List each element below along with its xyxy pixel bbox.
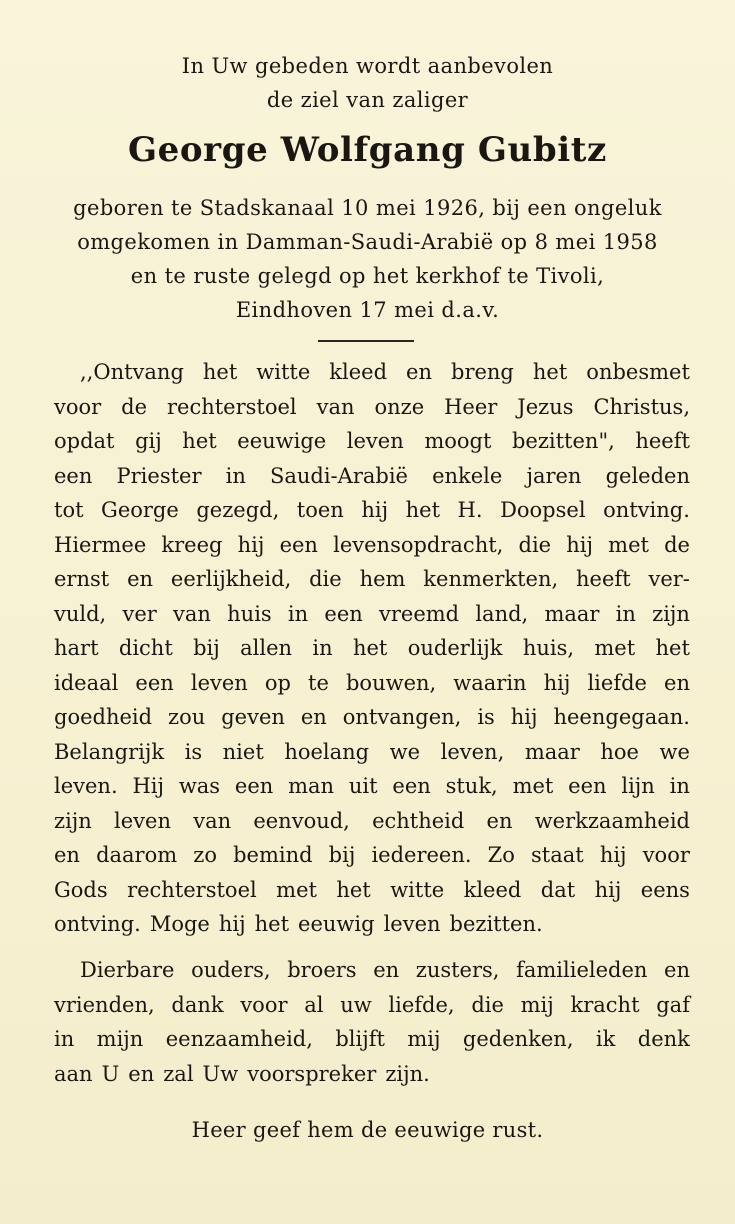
intro-line-2: de ziel van zaliger (266, 88, 469, 112)
text-line: een Priester in Saudi-Arabië enkele jaren geleden (54, 463, 690, 488)
text-line: voor de rechterstoel van onze Heer Jezus Christus, (54, 394, 690, 419)
text-line: Belangrijk is niet hoelang we leven, maar hoe we (54, 739, 690, 764)
text-line: aan U en zal Uw voorspreker zijn. (54, 1061, 430, 1086)
closing-line: Heer geef hem de eeuwige rust. (191, 1118, 544, 1142)
text-line: opdat gij het eeuwige leven moogt bezitten", heeft (54, 429, 690, 453)
text-line: goedheid zou geven en ontvangen, is hij heengegaan. (54, 705, 690, 729)
text-line: zijn leven van eenvoud, echtheid en werkzaamheid (54, 808, 690, 833)
text-line: Hiermee kreeg hij een levensopdracht, die hij met de (54, 532, 690, 557)
details-line: omgekomen in Damman-Saudi-Arabië op 8 mei 1958 (77, 230, 658, 254)
text-line: ernst en eerlijkheid, die hem kenmerkten, heeft ver- (54, 567, 690, 591)
text-line: in mijn eenzaamheid, blijft mij gedenken, ik denk (54, 1027, 690, 1051)
details-line: en te ruste gelegd op het kerkhof te Tivoli, (130, 264, 605, 288)
text-line: vrienden, dank voor al uw liefde, die mij kracht gaf (54, 992, 690, 1017)
details-line: Eindhoven 17 mei d.a.v. (235, 298, 500, 322)
text-line: ontving. Moge hij het eeuwig leven bezitten. (54, 912, 543, 936)
text-line: hart dicht bij allen in het ouderlijk huis, met het (54, 636, 690, 660)
text-line: en daarom zo bemind bij iedereen. Zo staat hij voor (54, 843, 690, 867)
text-line: Gods rechterstoel met het witte kleed dat hij eens (54, 877, 690, 902)
details-line: geboren te Stadskanaal 10 mei 1926, bij een ongeluk (73, 196, 662, 220)
text-line: ,,Ontvang het witte kleed en breng het onbesmet (80, 360, 690, 384)
text-line: leven. Hij was een man uit een stuk, met een lijn in (54, 774, 690, 798)
text-line: ideaal een leven op te bouwen, waarin hij liefde en (54, 670, 690, 695)
text-line: vuld, ver van huis in een vreemd land, maar in zijn (54, 601, 690, 626)
text-line: tot George gezegd, toen hij het H. Doopsel ontving. (54, 498, 690, 522)
divider (318, 340, 414, 342)
deceased-name: George Wolfgang Gubitz (128, 130, 607, 170)
text-line: Dierbare ouders, broers en zusters, familieleden en (80, 958, 690, 982)
intro-line-1: In Uw gebeden wordt aanbevolen (181, 54, 554, 78)
